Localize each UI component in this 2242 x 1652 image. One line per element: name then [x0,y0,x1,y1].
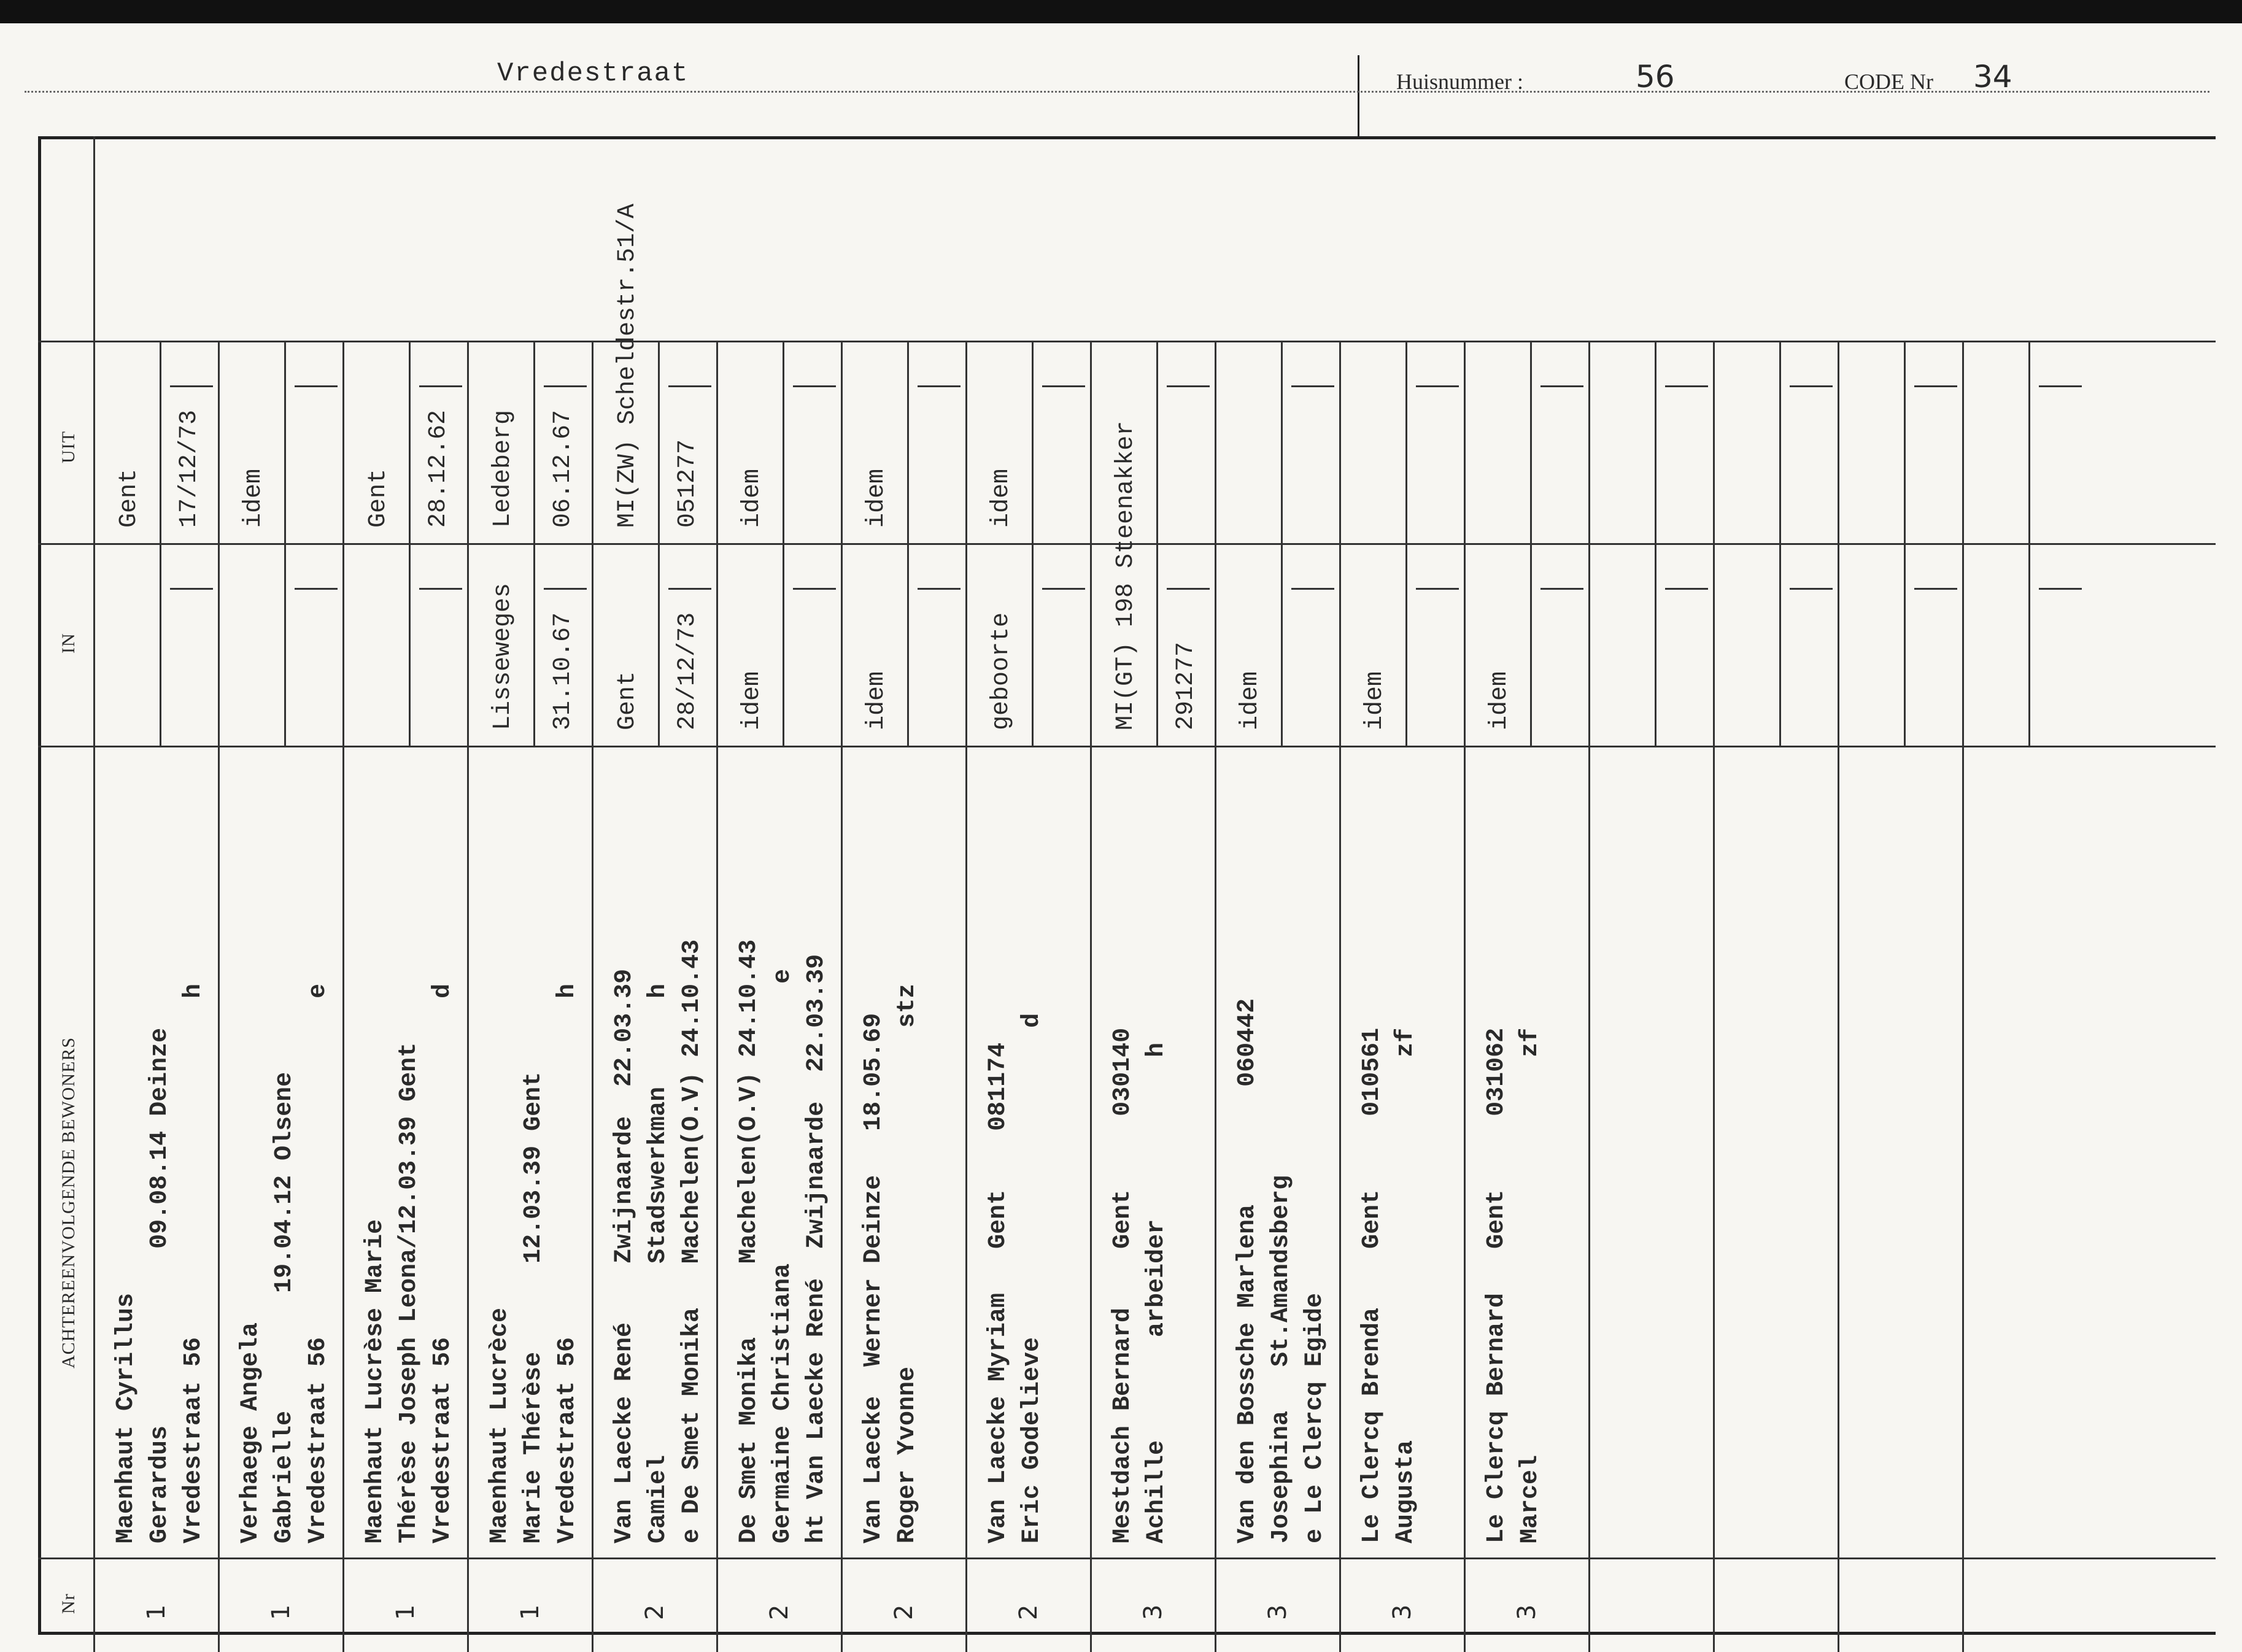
cell-subdivider [160,341,161,746]
resident-name-line2: Gerardus 09.08.14 Deinze [146,1027,174,1543]
in-residents-divider [38,746,2216,747]
row-number: 1 [392,1604,420,1620]
footer-tick [592,1635,593,1652]
footer-tick [1713,1635,1715,1652]
row-divider [1838,341,1839,1635]
cell-subdivider [658,341,660,746]
column-label-nr: Nr [58,1593,79,1614]
footer-tick [1339,1635,1341,1652]
uit-place: Ledeberg [489,409,517,528]
in-date: 31.10.67 [549,612,577,730]
cell-subdivider [1281,341,1283,746]
blank-dash-in [2039,588,2082,590]
resident-name-line1: Le Clercq Brenda Gent 010561 [1358,1027,1386,1543]
uit-place: MI(ZW) Scheldestr.51/A [614,203,641,528]
cell-subdivider [1156,341,1158,746]
footer-tick [93,1635,95,1652]
blank-dash-in [668,588,711,590]
footer-tick [342,1635,344,1652]
blank-dash-uit [1914,385,1957,387]
blank-dash-in [1540,588,1583,590]
resident-name-line2: Marcel zf [1517,1027,1544,1543]
header-column-divider [93,136,95,1635]
blank-dash-uit [1416,385,1459,387]
row-number: 2 [1015,1604,1043,1620]
footer-tick [1588,1635,1590,1652]
residents-nr-divider [38,1557,2216,1559]
resident-name-line1: Maenhaut Lucrèce [486,1307,514,1543]
resident-name-line2: Marie Thérèse 12.03.39 Gent [520,1071,547,1543]
row-number: 2 [765,1604,794,1620]
resident-name-line3: e Le Clercq Egide [1301,1292,1329,1543]
resident-name-line2: Roger Yvonne stz [894,983,921,1543]
resident-name-line3: Vredestraat 56 h [180,983,207,1543]
blank-dash-uit [1540,385,1583,387]
resident-name-line1: Maenhaut Cyrillus [112,1292,140,1543]
cell-subdivider [1779,341,1781,746]
uit-place: idem [738,468,766,528]
row-divider [218,341,220,1635]
blank-dash-in [1790,588,1833,590]
resident-name-line1: Le Clercq Bernard Gent 031062 [1483,1027,1510,1543]
in-place: Lisseweges [489,582,517,730]
resident-name-line2: Camiel Stadswerkman h [644,983,672,1543]
blank-dash-in [419,588,462,590]
uit-place: Gent [365,468,392,528]
row-divider [1464,341,1466,1635]
row-number: 3 [1139,1604,1167,1620]
row-divider [467,341,469,1635]
code-value: 34 [1973,59,2012,95]
in-place: Gent [614,671,641,730]
resident-name-line2: Augusta zf [1392,1027,1420,1543]
blank-dash-in [1416,588,1459,590]
footer-tick [467,1635,469,1652]
blank-dash-in [918,588,961,590]
blank-dash-in [793,588,836,590]
in-place: geboorte [988,612,1015,730]
row-divider [1588,341,1590,1635]
uit-place: Gent [115,468,143,528]
resident-name-line3: Vredestraat 56 h [554,983,581,1543]
house-number-value: 56 [1636,59,1675,95]
row-number: 2 [641,1604,669,1620]
row-number: 3 [1264,1604,1292,1620]
cell-subdivider [783,341,784,746]
blank-dash-uit [668,385,711,387]
uit-top-line [38,341,2216,342]
in-date: 291277 [1172,641,1200,730]
blank-dash-in [1914,588,1957,590]
cell-subdivider [907,341,909,746]
row-number: 1 [142,1604,171,1620]
row-number: 3 [1513,1604,1541,1620]
uit-date: 28.12.62 [425,409,452,528]
column-label-uit: UIT [58,431,79,463]
resident-name-line3: Vredestraat 56 e [304,983,332,1543]
resident-name-line2: Germaine Christiana e [769,968,797,1543]
cell-subdivider [533,341,535,746]
uit-date: 06.12.67 [549,409,577,528]
blank-dash-uit [1042,385,1085,387]
resident-name-line2: Achille arbeider h [1143,1042,1170,1543]
resident-name-line1: Mestdach Bernard Gent 030140 [1109,1027,1137,1543]
resident-name-line1: De Smet Monika Machelen(O.V) 24.10.43 [735,939,763,1543]
row-number: 1 [516,1604,544,1620]
row-divider [716,341,718,1635]
resident-name-line3: ht Van Laecke René Zwijnaarde 22.03.39 [803,954,830,1543]
blank-dash-uit [2039,385,2082,387]
footer-tick [1215,1635,1216,1652]
resident-name-line1: Van Laecke René Zwijnaarde 22.03.39 [611,968,638,1543]
uit-date: 17/12/73 [176,409,203,528]
row-divider [1713,341,1715,1635]
cell-subdivider [409,341,411,746]
in-place: idem [738,671,766,730]
row-number: 2 [890,1604,918,1620]
blank-dash-in [1665,588,1708,590]
resident-name-line1: Van den Bossche Marlena 060442 [1234,998,1261,1543]
cell-subdivider [1655,341,1656,746]
row-divider [342,341,344,1635]
in-place: idem [1486,671,1513,730]
cell-subdivider [1530,341,1532,746]
blank-dash-uit [1665,385,1708,387]
footer-tick [1838,1635,1839,1652]
street-name: Vredestraat [497,58,689,89]
footer-tick [1962,1635,1964,1652]
blank-dash-uit [1167,385,1210,387]
cell-subdivider [284,341,286,746]
row-divider [965,341,967,1635]
column-label-residents: ACHTEREENVOLGENDE BEWONERS [58,1036,79,1368]
blank-dash-in [295,588,338,590]
blank-dash-uit [1291,385,1334,387]
row-number: 1 [267,1604,295,1620]
blank-dash-in [1291,588,1334,590]
blank-dash-uit [170,385,213,387]
resident-name-line1: Verhaege Angela [237,1322,265,1543]
resident-name-line3: Vredestraat 56 d [429,983,457,1543]
cell-subdivider [2028,341,2030,746]
in-place: MI(GT) 198 Steenakker [1112,420,1140,730]
resident-name-line2: Eric Godelieve d [1018,1013,1046,1543]
blank-dash-uit [918,385,961,387]
in-place: idem [1361,671,1389,730]
blank-dash-in [1167,588,1210,590]
row-divider [1215,341,1216,1635]
blank-dash-uit [419,385,462,387]
footer-tick [1464,1635,1466,1652]
uit-place: idem [240,468,268,528]
column-label-in: IN [58,633,79,654]
row-divider [1090,341,1092,1635]
in-place: idem [863,671,891,730]
resident-name-line1: Van Laecke Werner Deinze 18.05.69 [860,1013,887,1543]
blank-dash-in [1042,588,1085,590]
blank-dash-uit [1790,385,1833,387]
resident-name-line2: Gabrielle 19.04.12 Olsene [271,1071,298,1543]
blank-dash-uit [793,385,836,387]
uit-place: idem [988,468,1015,528]
row-divider [1962,341,1964,1635]
footer-tick [1090,1635,1092,1652]
blank-dash-in [544,588,587,590]
footer-tick [716,1635,718,1652]
cell-subdivider [1032,341,1034,746]
footer-tick [965,1635,967,1652]
uit-date: 051277 [674,439,702,528]
in-place: idem [1237,671,1264,730]
blank-dash-uit [295,385,338,387]
house-number-label: Huisnummer : [1396,69,1523,94]
footer-tick [218,1635,220,1652]
in-date: 28/12/73 [674,612,702,730]
blank-dash-in [170,588,213,590]
resident-name-line1: Maenhaut Lucrèse Marie [361,1219,389,1543]
footer-tick [841,1635,843,1652]
blank-dash-uit [544,385,587,387]
cell-subdivider [1405,341,1407,746]
resident-name-line2: Josephina St.Amandsberg [1267,1175,1295,1543]
resident-name-line2: Thérèse Joseph Leona/12.03.39 Gent [395,1042,423,1543]
row-divider [1339,341,1341,1635]
row-divider [592,341,593,1635]
resident-name-line3: e De Smet Monika Machelen(O.V) 24.10.43 [678,939,706,1543]
row-number: 3 [1388,1604,1417,1620]
uit-place: idem [863,468,891,528]
row-divider [841,341,843,1635]
cell-subdivider [1904,341,1906,746]
code-label: CODE Nr [1844,69,1933,94]
resident-name-line1: Van Laecke Myriam Gent 081174 [984,1042,1012,1543]
